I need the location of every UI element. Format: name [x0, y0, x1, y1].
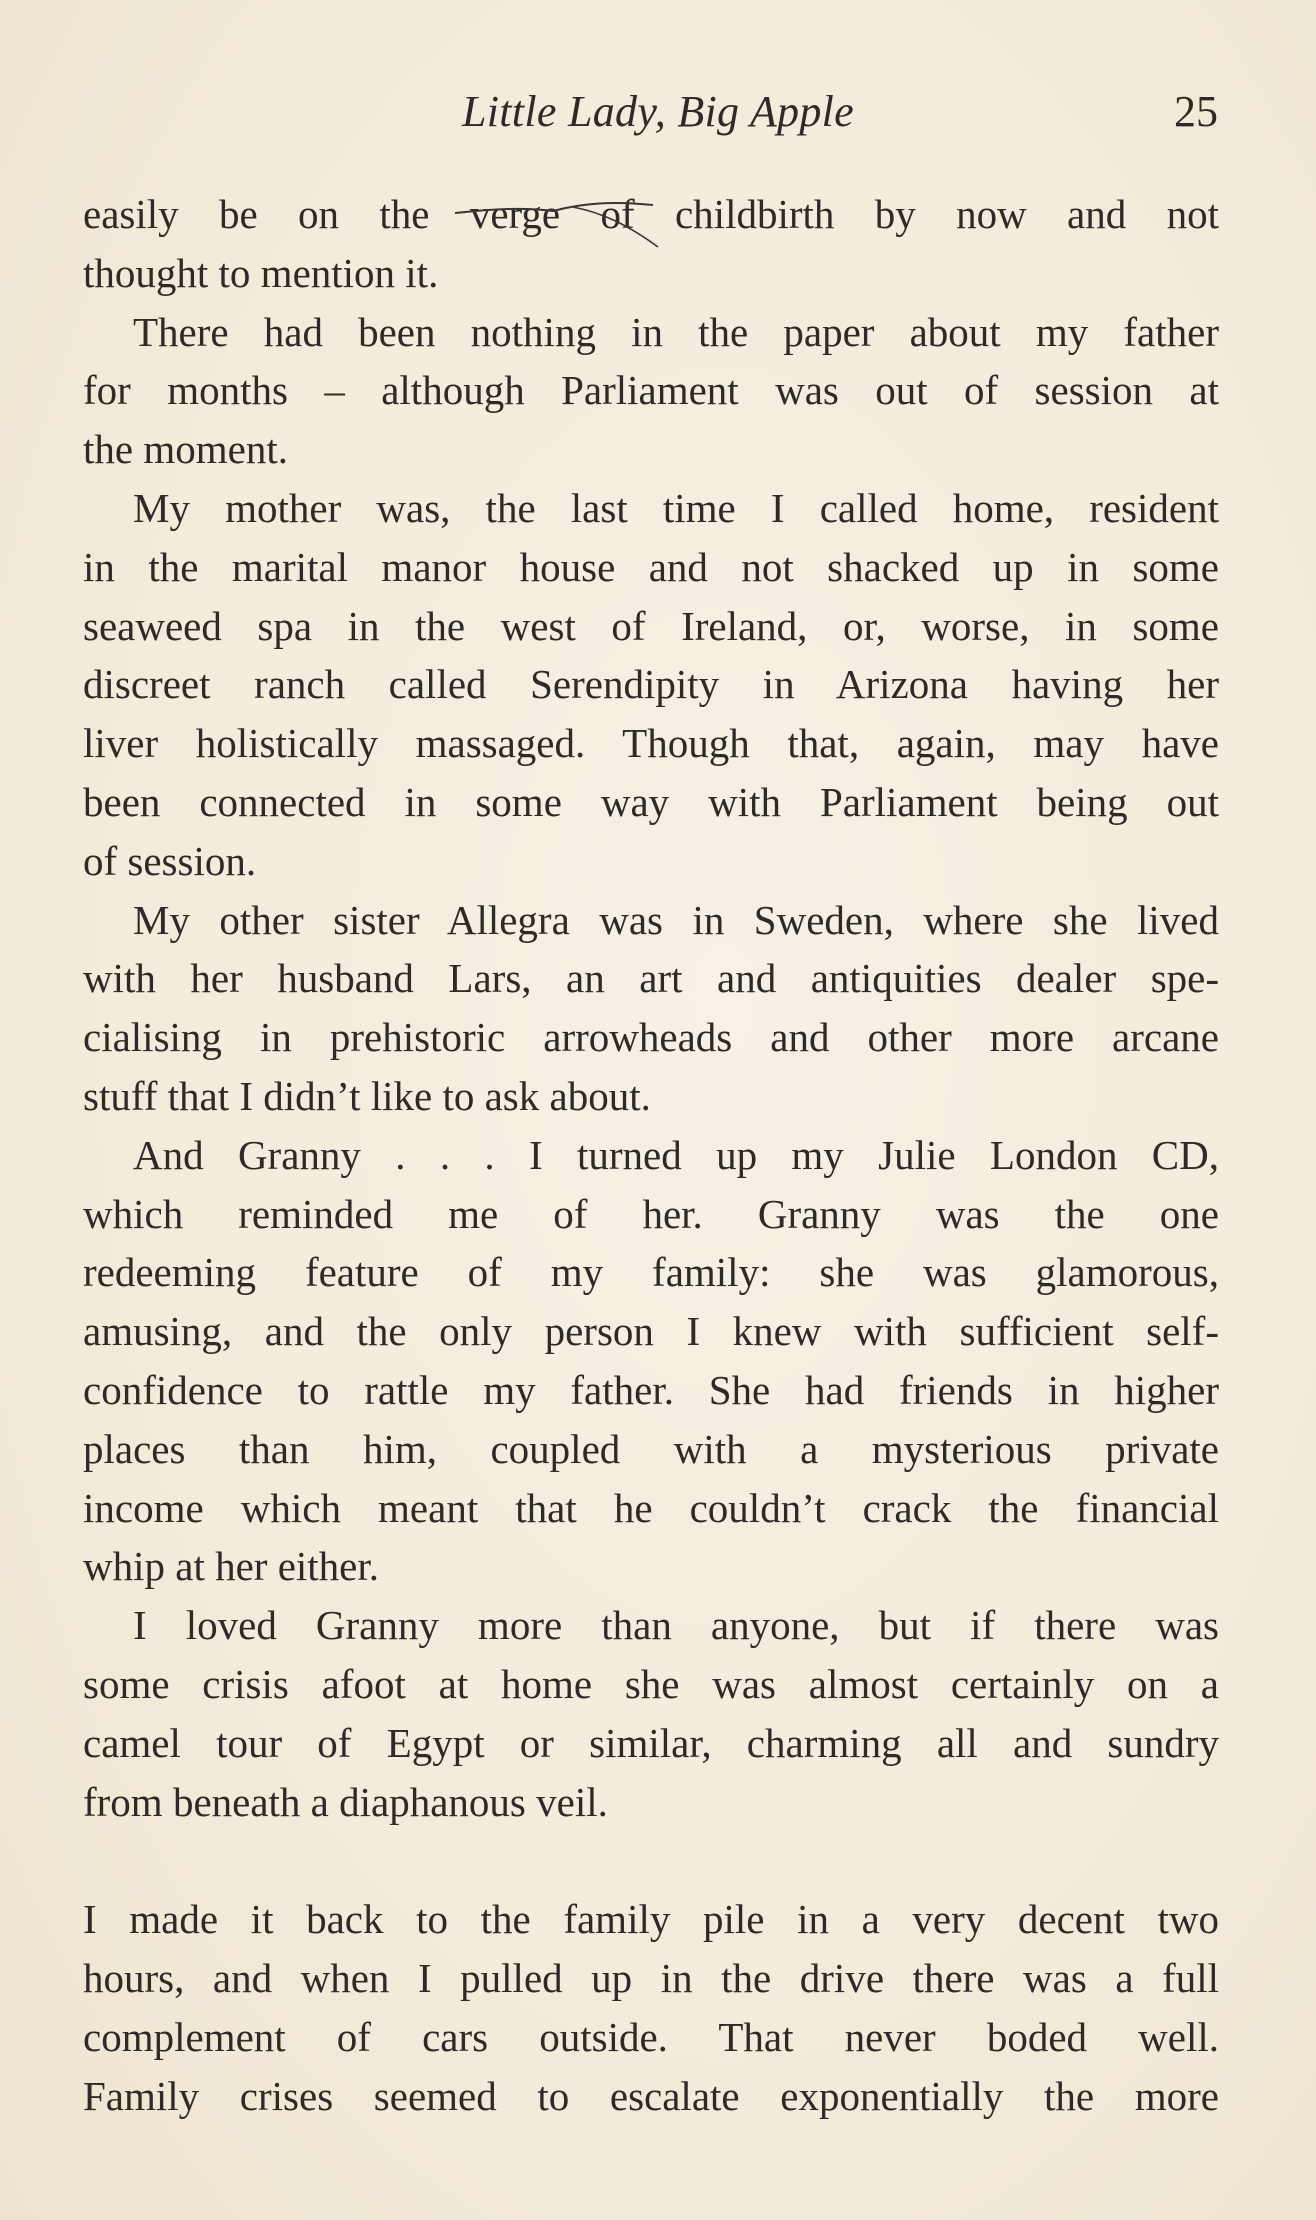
text-line: There had been nothing in the paper about my father — [133, 308, 1219, 355]
text-line: of session. — [83, 837, 257, 884]
text-line: I loved Granny more than anyone, but if there was — [133, 1602, 1219, 1649]
text-line: which reminded me of her. Granny was the one — [83, 1190, 1219, 1237]
text-line: Family crises seemed to escalate exponentially the more — [83, 2072, 1219, 2119]
text-line: amusing, and the only person I knew with sufficient self- — [83, 1308, 1219, 1355]
text-line: in the marital manor house and not shacked up in some — [83, 543, 1219, 590]
text-line: whip at her either. — [83, 1543, 380, 1590]
text-line: I made it back to the family pile in a very decent two — [83, 1896, 1219, 1943]
text-line: My other sister Allegra was in Sweden, where she lived — [133, 896, 1219, 943]
body-text — [83, 185, 1219, 2125]
book-title: Little Lady, Big Apple — [461, 87, 854, 136]
text-line: hours, and when I pulled up in the drive there was a full — [83, 1954, 1219, 2001]
text-line: confidence to rattle my father. She had friends in higher — [83, 1366, 1219, 1413]
text-line: stuff that I didn’t like to ask about. — [83, 1072, 651, 1119]
text-line: discreet ranch called Serendipity in Arizona having her — [83, 661, 1219, 708]
text-line: camel tour of Egypt or similar, charming all and sundry — [83, 1719, 1219, 1766]
text-line: from beneath a diaphanous veil. — [83, 1778, 608, 1825]
text-line: some crisis afoot at home she was almost certainly on a — [83, 1660, 1219, 1707]
text-line: places than him, coupled with a mysterious private — [83, 1425, 1219, 1472]
text-line: easily be on the verge of childbirth by now and not — [83, 185, 1219, 244]
section-break — [83, 1831, 1219, 1890]
text-line: liver holistically massaged. Though that, again, may have — [83, 720, 1219, 767]
text-line: complement of cars outside. That never boded well. — [83, 2013, 1219, 2060]
text-line: redeeming feature of my family: she was glamorous, — [83, 1249, 1219, 1296]
text-line: And Granny . . . I turned up my Julie London CD, — [133, 1131, 1219, 1178]
text-line: cialising in prehistoric arrowheads and other more arcane — [83, 1014, 1219, 1061]
text-line: income which meant that he couldn’t crack the financial — [83, 1484, 1219, 1531]
page-number: 25 — [1174, 87, 1218, 136]
running-header — [0, 82, 1316, 142]
text-line: My mother was, the last time I called home, resident — [133, 484, 1219, 531]
text-line: the moment. — [83, 426, 288, 473]
text-line: for months – although Parliament was out of session at — [83, 367, 1219, 414]
text-line: seaweed spa in the west of Ireland, or, worse, in some — [83, 602, 1219, 649]
text-line: with her husband Lars, an art and antiquities dealer spe- — [83, 955, 1219, 1002]
text-line: been connected in some way with Parliament being out — [83, 778, 1219, 825]
text-line: thought to mention it. — [83, 249, 439, 296]
